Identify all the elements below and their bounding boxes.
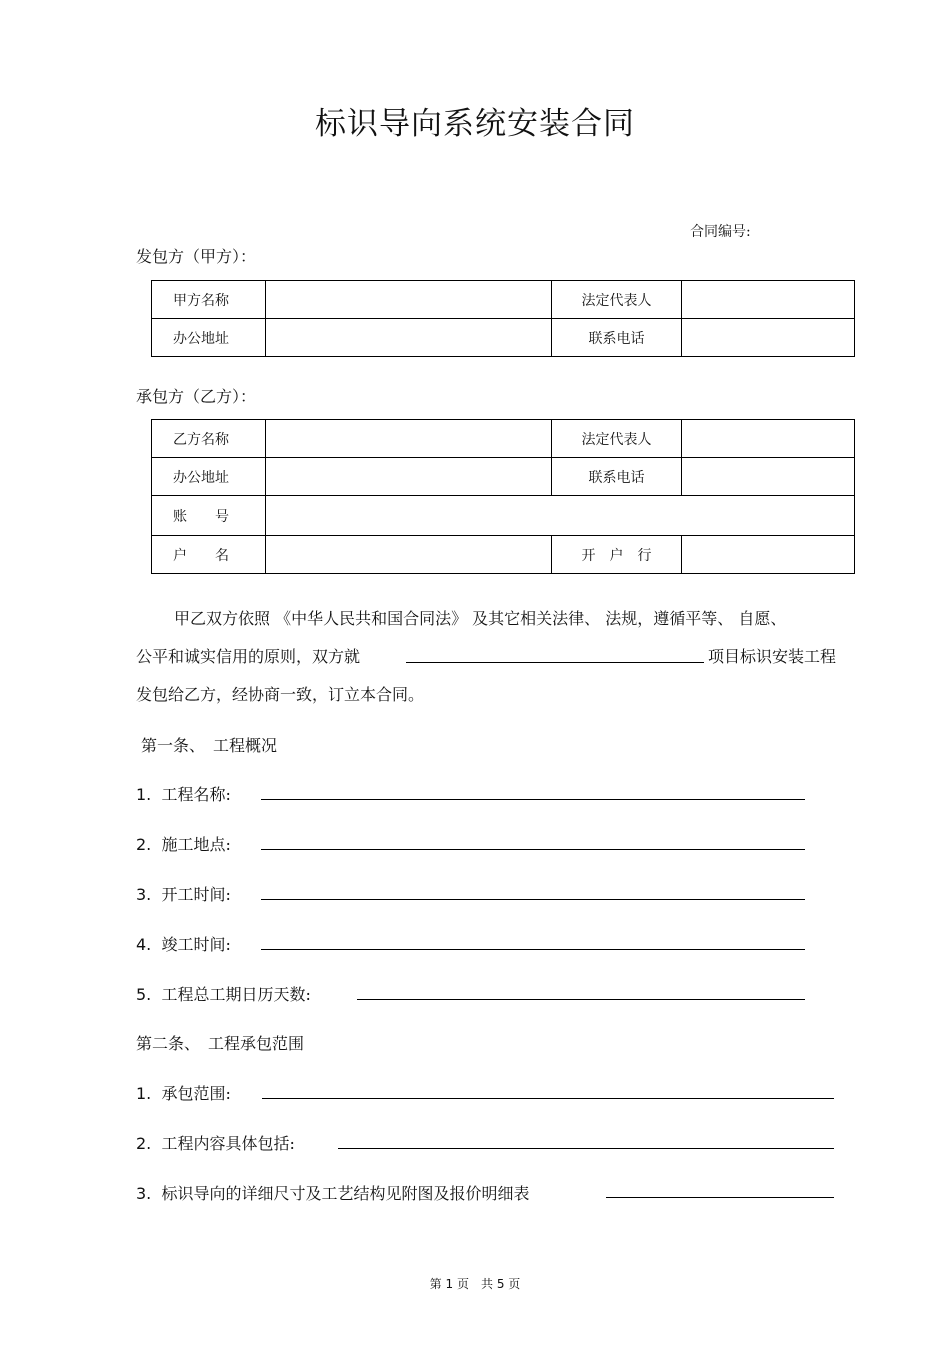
article-2-item-1 bbox=[136, 1081, 231, 1104]
article-1-item-2 bbox=[136, 832, 231, 855]
party-a-phone-field[interactable] bbox=[682, 319, 855, 357]
party-b-account-label: 账 号 bbox=[152, 496, 266, 536]
party-b-legal-rep-field[interactable] bbox=[682, 420, 855, 458]
attachment-reference-input[interactable] bbox=[606, 1197, 834, 1198]
party-b-name-field[interactable] bbox=[266, 420, 552, 458]
item-number: 3. bbox=[136, 885, 152, 904]
construction-site-input[interactable] bbox=[261, 849, 805, 850]
table-row bbox=[152, 458, 855, 496]
table-row bbox=[152, 536, 855, 574]
footer-suffix: 页 bbox=[508, 1277, 521, 1291]
article-2-heading: 第二条、 工程承包范围 bbox=[136, 1034, 305, 1053]
party-a-address-label: 办公地址 bbox=[152, 319, 266, 357]
party-b-address-field[interactable] bbox=[266, 458, 552, 496]
party-a-legal-rep-field[interactable] bbox=[682, 281, 855, 319]
article-1-item-5 bbox=[136, 982, 311, 1005]
item-number: 3. bbox=[136, 1184, 152, 1203]
start-date-input[interactable] bbox=[261, 899, 805, 900]
article-1-item-3 bbox=[136, 882, 231, 905]
contract-scope-input[interactable] bbox=[262, 1098, 834, 1099]
item-label: 竣工时间: bbox=[161, 935, 231, 954]
party-a-legal-rep-label: 法定代表人 bbox=[552, 281, 682, 319]
party-b-phone-field[interactable] bbox=[682, 458, 855, 496]
party-b-account-field[interactable] bbox=[266, 496, 855, 536]
article-2-item-2 bbox=[136, 1131, 295, 1154]
party-a-heading: 发包方（甲方）： bbox=[136, 247, 257, 266]
item-number: 5. bbox=[136, 985, 152, 1004]
party-a-phone-label: 联系电话 bbox=[552, 319, 682, 357]
article-1-heading: 第一条、 工程概况 bbox=[141, 736, 278, 755]
item-number: 4. bbox=[136, 935, 152, 954]
total-duration-input[interactable] bbox=[357, 999, 805, 1000]
footer-prefix: 第 bbox=[429, 1277, 442, 1291]
party-b-heading: 承包方（乙方）： bbox=[136, 387, 257, 406]
table-row bbox=[152, 319, 855, 357]
party-b-name-label: 乙方名称 bbox=[152, 420, 266, 458]
table-row bbox=[152, 281, 855, 319]
document-title: 标识导向系统安装合同 bbox=[315, 106, 635, 142]
intro-line-2-before: 公平和诚实信用的原则，双方就 bbox=[136, 647, 361, 666]
item-label: 工程内容具体包括: bbox=[161, 1134, 295, 1153]
party-b-bank-label: 开 户 行 bbox=[552, 536, 682, 574]
item-number: 2. bbox=[136, 1134, 152, 1153]
item-label: 承包范围: bbox=[161, 1084, 231, 1103]
project-name-blank[interactable] bbox=[406, 662, 704, 663]
completion-date-input[interactable] bbox=[261, 949, 805, 950]
article-1-item-1 bbox=[136, 782, 231, 805]
article-1-item-4 bbox=[136, 932, 231, 955]
contract-number-label: 合同编号: bbox=[690, 224, 751, 240]
party-a-name-field[interactable] bbox=[266, 281, 552, 319]
item-label: 工程名称: bbox=[161, 785, 231, 804]
intro-line-1: 甲乙双方依照 《中华人民共和国合同法》 及其它相关法律、 法规，遵循平等、 自愿、 bbox=[174, 609, 787, 628]
party-b-address-label: 办公地址 bbox=[152, 458, 266, 496]
party-b-account-name-label: 户 名 bbox=[152, 536, 266, 574]
table-row bbox=[152, 496, 855, 536]
total-page-count: 5 bbox=[496, 1277, 505, 1291]
item-label: 标识导向的详细尺寸及工艺结构见附图及报价明细表 bbox=[161, 1184, 530, 1203]
party-b-account-name-field[interactable] bbox=[266, 536, 552, 574]
party-a-address-field[interactable] bbox=[266, 319, 552, 357]
item-label: 施工地点: bbox=[161, 835, 231, 854]
article-2-item-3 bbox=[136, 1181, 529, 1204]
item-label: 工程总工期日历天数: bbox=[161, 985, 311, 1004]
footer-middle: 页 共 bbox=[456, 1277, 493, 1291]
party-b-table bbox=[151, 419, 855, 574]
item-number: 1. bbox=[136, 785, 152, 804]
party-a-name-label: 甲方名称 bbox=[152, 281, 266, 319]
party-b-legal-rep-label: 法定代表人 bbox=[552, 420, 682, 458]
item-number: 1. bbox=[136, 1084, 152, 1103]
intro-line-3: 发包给乙方，经协商一致，订立本合同。 bbox=[136, 685, 425, 704]
current-page-number: 1 bbox=[445, 1277, 454, 1291]
page-footer bbox=[0, 1275, 950, 1292]
party-b-bank-field[interactable] bbox=[682, 536, 855, 574]
project-name-input[interactable] bbox=[261, 799, 805, 800]
party-a-table bbox=[151, 280, 855, 357]
table-row bbox=[152, 420, 855, 458]
party-b-phone-label: 联系电话 bbox=[552, 458, 682, 496]
intro-line-2-after: 项目标识安装工程 bbox=[708, 647, 837, 666]
work-content-input[interactable] bbox=[338, 1148, 834, 1149]
item-label: 开工时间: bbox=[161, 885, 231, 904]
item-number: 2. bbox=[136, 835, 152, 854]
